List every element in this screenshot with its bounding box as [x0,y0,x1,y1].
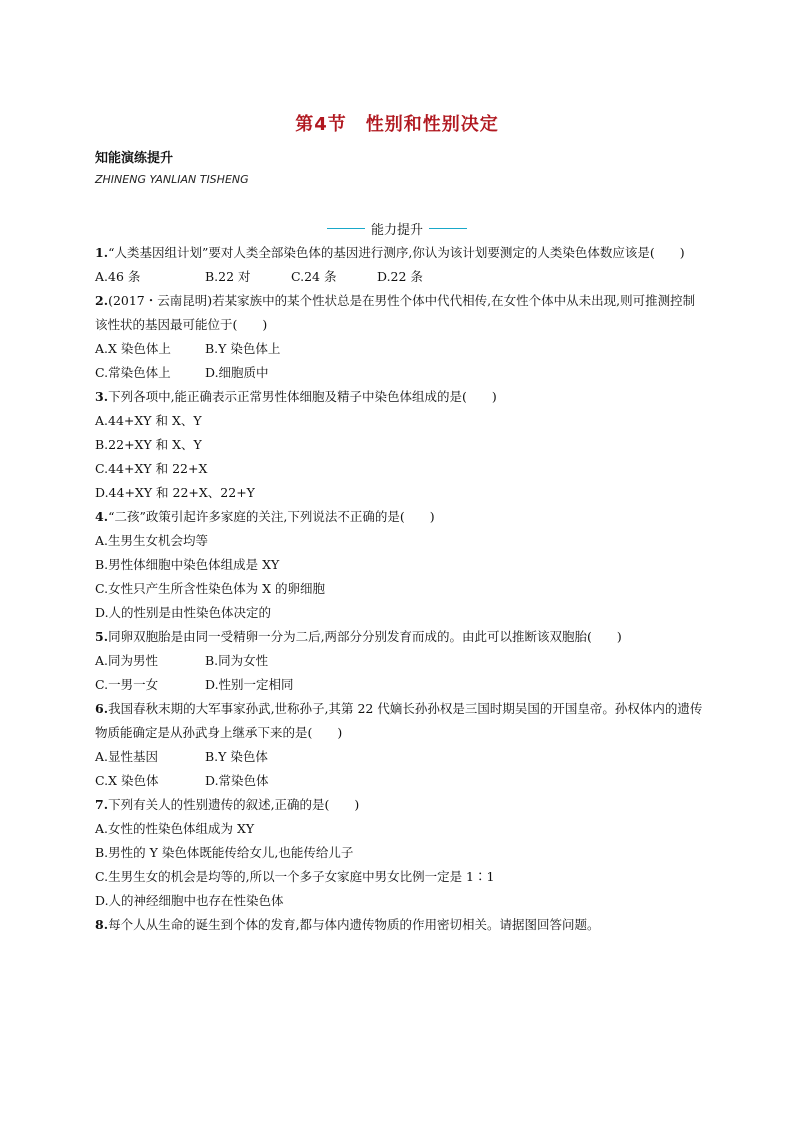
option-row [95,649,705,673]
option-d: D.人的神经细胞中也存在性染色体 [95,893,284,908]
option-b: B.Y 染色体 [205,749,268,764]
option-d: D.人的性别是由性染色体决定的 [95,605,272,620]
option-a: A.46 条 [95,269,141,284]
option-c: C.常染色体上 [95,365,171,380]
question-4 [95,505,705,625]
option-row [95,745,705,769]
option-d: D.常染色体 [205,773,269,788]
option-b: B.22+XY 和 X、Y [95,437,202,452]
option-a: A.生男生女机会均等 [95,533,209,548]
question-2 [95,289,705,385]
option-d: D.细胞质中 [205,365,269,380]
option-row [95,673,705,697]
question-3 [95,385,705,505]
option-c: C.生男生女的机会是均等的,所以一个多子女家庭中男女比例一定是 1∶1 [95,869,495,884]
section-label: 知能演练提升 [95,151,174,166]
option-a: A.显性基因 [95,749,159,764]
option-row [95,337,705,361]
question-stem: 3.下列各项中,能正确表示正常男性体细胞及精子中染色体组成的是( ) [95,389,497,404]
option-d: D.性别一定相同 [205,677,294,692]
option-row [95,769,705,793]
divider-line-right [429,228,467,229]
question-8 [95,913,705,937]
question-stem: 5.同卵双胞胎是由同一受精卵一分为二后,两部分分别发育而成的。由此可以推断该双胞胎( ) [95,629,622,644]
question-stem: 8.每个人从生命的诞生到个体的发育,都与体内遗传物质的作用密切相关。请据图回答问题。 [95,917,600,932]
option-b: B.Y 染色体上 [205,341,281,356]
option-c: C.一男一女 [95,677,159,692]
question-stem: 7.下列有关人的性别遗传的叙述,正确的是( ) [95,797,360,812]
section-pinyin: ZHINENG YANLIAN TISHENG [95,173,249,186]
question-6 [95,697,705,793]
option-a: A.44+XY 和 X、Y [95,413,202,428]
option-d: D.44+XY 和 22+X、22+Y [95,485,255,500]
question-stem: 1.“人类基因组计划”要对人类全部染色体的基因进行测序,你认为该计划要测定的人类染色体数应该是( ) [95,245,685,260]
divider-text: 能力提升 [370,223,423,238]
option-d: D.22 条 [377,269,423,284]
option-c: C.44+XY 和 22+X [95,461,208,476]
option-c: C.24 条 [291,269,337,284]
question-list [95,241,705,937]
question-1 [95,241,705,289]
option-b: B.男性的 Y 染色体既能传给女儿,也能传给儿子 [95,845,354,860]
option-c: C.X 染色体 [95,773,159,788]
option-row [95,265,705,289]
option-b: B.同为女性 [205,653,269,668]
question-stem: 6.我国春秋末期的大军事家孙武,世称孙子,其第 22 代嫡长孙孙权是三国时期吴国的开国皇帝。孙权体内的遗传物质能确定是从孙武身上继承下来的是( ) [95,701,703,740]
option-b: B.男性体细胞中染色体组成是 XY [95,557,280,572]
divider-line-left [327,228,365,229]
page-title: 第4节 性别和性别决定 [295,114,499,135]
question-5 [95,625,705,697]
question-7 [95,793,705,913]
option-c: C.女性只产生所含性染色体为 X 的卵细胞 [95,581,325,596]
option-a: A.女性的性染色体组成为 XY [95,821,255,836]
option-b: B.22 对 [205,269,251,284]
option-a: A.同为男性 [95,653,159,668]
option-row [95,361,705,385]
section-divider [0,219,794,238]
question-stem: 4.“二孩”政策引起许多家庭的关注,下列说法不正确的是( ) [95,509,435,524]
question-stem: 2.(2017・云南昆明)若某家族中的某个性状总是在男性个体中代代相传,在女性个体中从未出现,则可推测控制该性状的基因最可能位于( ) [95,293,696,332]
option-a: A.X 染色体上 [95,341,171,356]
